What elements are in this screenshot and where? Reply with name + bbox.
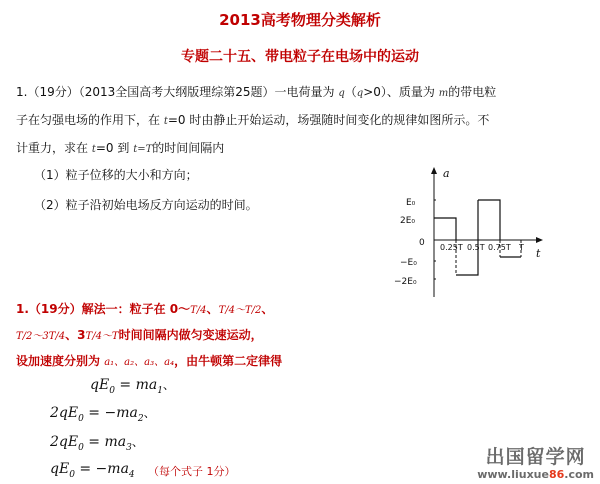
graph-origin-label: 0 — [419, 238, 425, 248]
symbol-T2-3T4: T/2～3T/4 — [16, 331, 66, 342]
equation-4 — [50, 461, 135, 480]
eq-lhs: qE — [50, 461, 70, 477]
eq-lhs: 2qE — [50, 405, 79, 421]
eq-rhs: ma — [104, 434, 127, 450]
symbol-T4-T2: T/4～T/2 — [218, 305, 262, 316]
watermark-url-part: .com — [564, 468, 594, 481]
eq-rhs: ma — [116, 405, 138, 421]
eq-sign: = — [114, 377, 136, 393]
problem-text: =0 到 — [95, 141, 130, 155]
solution-text-run: 时间间隔内做匀变速运动， — [118, 328, 263, 342]
eq-separator: 、 — [131, 435, 144, 449]
problem-text: 的带电粒 — [448, 85, 497, 99]
eq-rhs: ma — [135, 377, 158, 393]
page-subtitle: 专题二十五、带电粒子在电场中的运动 — [181, 49, 419, 65]
solution-text-run: 1.（19分）解法一：粒子在 0～ — [16, 302, 191, 316]
graph-y-label: a — [443, 167, 450, 180]
graph-y-tick-2E0: 2E₀ — [400, 216, 416, 226]
problem-text: 计重力，求在 — [16, 141, 89, 155]
problem-text: =0 时由静止开始运动，场强随时间变化的规律如图所示。不 — [167, 113, 490, 127]
solution-text-run: 、 — [206, 302, 219, 316]
site-watermark — [477, 448, 594, 480]
eq-sub: 3 — [126, 442, 132, 453]
problem-text: 子在匀强电场的作用下，在 — [16, 113, 161, 127]
score-note: （每个式子 1分） — [148, 465, 236, 478]
question-2: （2）粒子沿初始电场反方向运动的时间。 — [34, 198, 258, 212]
watermark-url-part: www.liuxue — [477, 468, 549, 481]
graph-x-tick-T: T — [519, 243, 524, 252]
eq-lhs: 2qE — [50, 434, 79, 450]
symbol-q: q — [356, 88, 364, 99]
graph-segment-3 — [478, 200, 500, 240]
solution-line-1 — [16, 297, 436, 323]
graph-x-arrow — [536, 237, 543, 243]
problem-statement — [16, 79, 582, 163]
solution-text-run: 、 — [261, 302, 274, 316]
problem-line-2 — [16, 107, 582, 135]
graph-y-tick-E0: E₀ — [406, 198, 416, 208]
graph-x-label: t — [536, 247, 541, 260]
watermark-url — [477, 469, 594, 480]
problem-text: （ — [344, 85, 357, 99]
equation-3 — [50, 433, 144, 453]
equation-1 — [90, 376, 175, 396]
symbol-accelerations: a₁、a₂、a₃、a₄ — [104, 357, 175, 368]
watermark-title: 出国留学网 — [485, 446, 586, 468]
graph-y-arrow — [431, 167, 437, 174]
eq-lhs: qE — [90, 377, 110, 393]
graph-segment-1 — [434, 218, 456, 240]
eq-separator: 、 — [143, 406, 156, 420]
problem-line-3 — [16, 135, 582, 163]
symbol-t: t — [91, 144, 96, 155]
symbol-m: m — [438, 88, 449, 99]
watermark-url-accent: 86 — [548, 468, 565, 481]
eq-rhs: ma — [107, 461, 129, 477]
eq-sign: = — [83, 434, 105, 450]
eq-sub: 0 — [109, 385, 115, 396]
problem-text: 的时间间隔内 — [152, 141, 225, 155]
problem-line-1 — [16, 79, 582, 107]
problem-text: 1.（19分）（2013全国高考大纲版理综第25题）一电荷量为 — [16, 85, 335, 99]
field-time-graph — [366, 165, 546, 300]
graph-x-tick-025T: 0.25T — [440, 243, 463, 252]
solution-text — [16, 297, 436, 375]
question-1: （1）粒子位移的大小和方向； — [34, 168, 198, 182]
symbol-q: q — [338, 88, 345, 99]
solution-line-3 — [16, 349, 436, 375]
solution-text-run: ，由牛顿第二定律得 — [174, 354, 283, 368]
eq-sign: = − — [74, 461, 108, 477]
symbol-t: t — [163, 116, 168, 127]
problem-text: >0）、质量为 — [363, 85, 435, 99]
solution-text-run: 设加速度分别为 — [16, 354, 101, 368]
symbol-T4: T/4 — [190, 305, 207, 316]
eq-sign: = − — [83, 405, 117, 421]
eq-sub: 0 — [69, 469, 75, 480]
symbol-t-eq-T: t=T — [133, 144, 153, 155]
graph-x-tick-075T: 0.75T — [488, 243, 511, 252]
solution-text-run: 、3 — [65, 328, 86, 342]
page-title: 2013高考物理分类解析 — [219, 11, 381, 29]
symbol-3T4-T: T/4～T — [85, 331, 119, 342]
eq-sub: 2 — [137, 413, 144, 424]
eq-sub: 1 — [157, 385, 163, 396]
graph-y-tick-neg-2E0: −2E₀ — [394, 277, 417, 287]
eq-sub: 0 — [78, 442, 84, 453]
graph-segment-2 — [456, 200, 478, 275]
eq-sub: 4 — [128, 469, 135, 480]
graph-x-tick-05T: 0.5T — [467, 243, 485, 252]
eq-sub: 0 — [78, 413, 84, 424]
solution-line-2 — [16, 323, 436, 349]
eq-separator: 、 — [162, 378, 175, 392]
equation-2 — [50, 404, 156, 424]
graph-y-tick-neg-E0: −E₀ — [400, 258, 417, 268]
